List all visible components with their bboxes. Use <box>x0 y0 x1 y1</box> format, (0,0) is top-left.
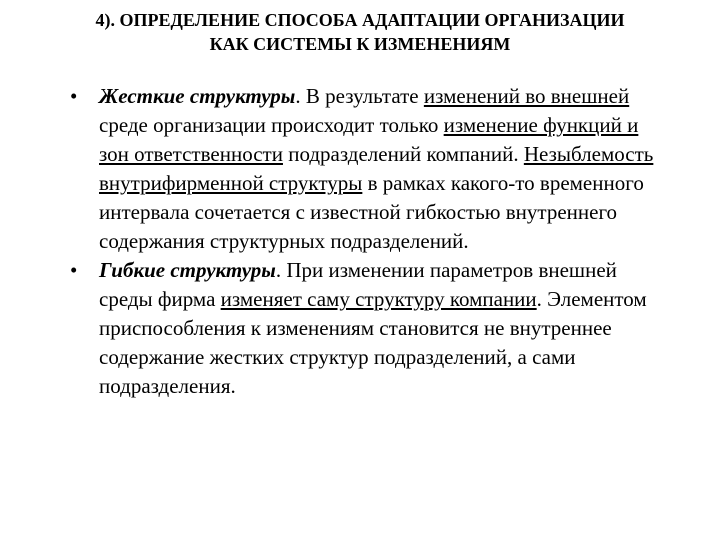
bullet-flexible-structures <box>70 256 670 401</box>
bullet-text: . В результате <box>295 84 424 108</box>
bullet-text: . При изменении параметров внешней среды фирма <box>99 258 617 311</box>
slide-title-line-1: 4). ОПРЕДЕЛЕНИЕ СПОСОБА АДАПТАЦИИ ОРГАНИЗАЦИИ <box>95 10 625 30</box>
underlined-text: изменение функций и зон ответственности <box>99 113 639 166</box>
bullet-marker: • <box>70 258 78 282</box>
bullet-heading: Гибкие структуры <box>99 258 276 282</box>
bullet-list <box>70 82 670 401</box>
bullet-rigid-structures <box>70 82 670 256</box>
bullet-text: в рамках какого-то временного интервала сочетается с известной гибкостью внутреннего содержания структурных подразделений. <box>99 171 644 253</box>
bullet-marker: • <box>70 84 78 108</box>
bullet-text: . Элементом приспособления к изменениям становится не внутреннее содержание жестких структур подразделений, а сами подразделения. <box>99 287 647 398</box>
bullet-text: среде организации происходит только <box>99 113 444 137</box>
slide-title <box>40 8 680 56</box>
underlined-text: Незыблемость внутрифирменной структуры <box>99 142 654 195</box>
underlined-text: изменений во внешней <box>423 84 630 108</box>
bullet-heading: Жесткие структуры <box>99 84 296 108</box>
underlined-text: изменяет саму структуру компании <box>220 287 537 311</box>
bullet-text: подразделений компаний. <box>282 142 524 166</box>
slide-title-line-2: КАК СИСТЕМЫ К ИЗМЕНЕНИЯМ <box>209 34 511 54</box>
